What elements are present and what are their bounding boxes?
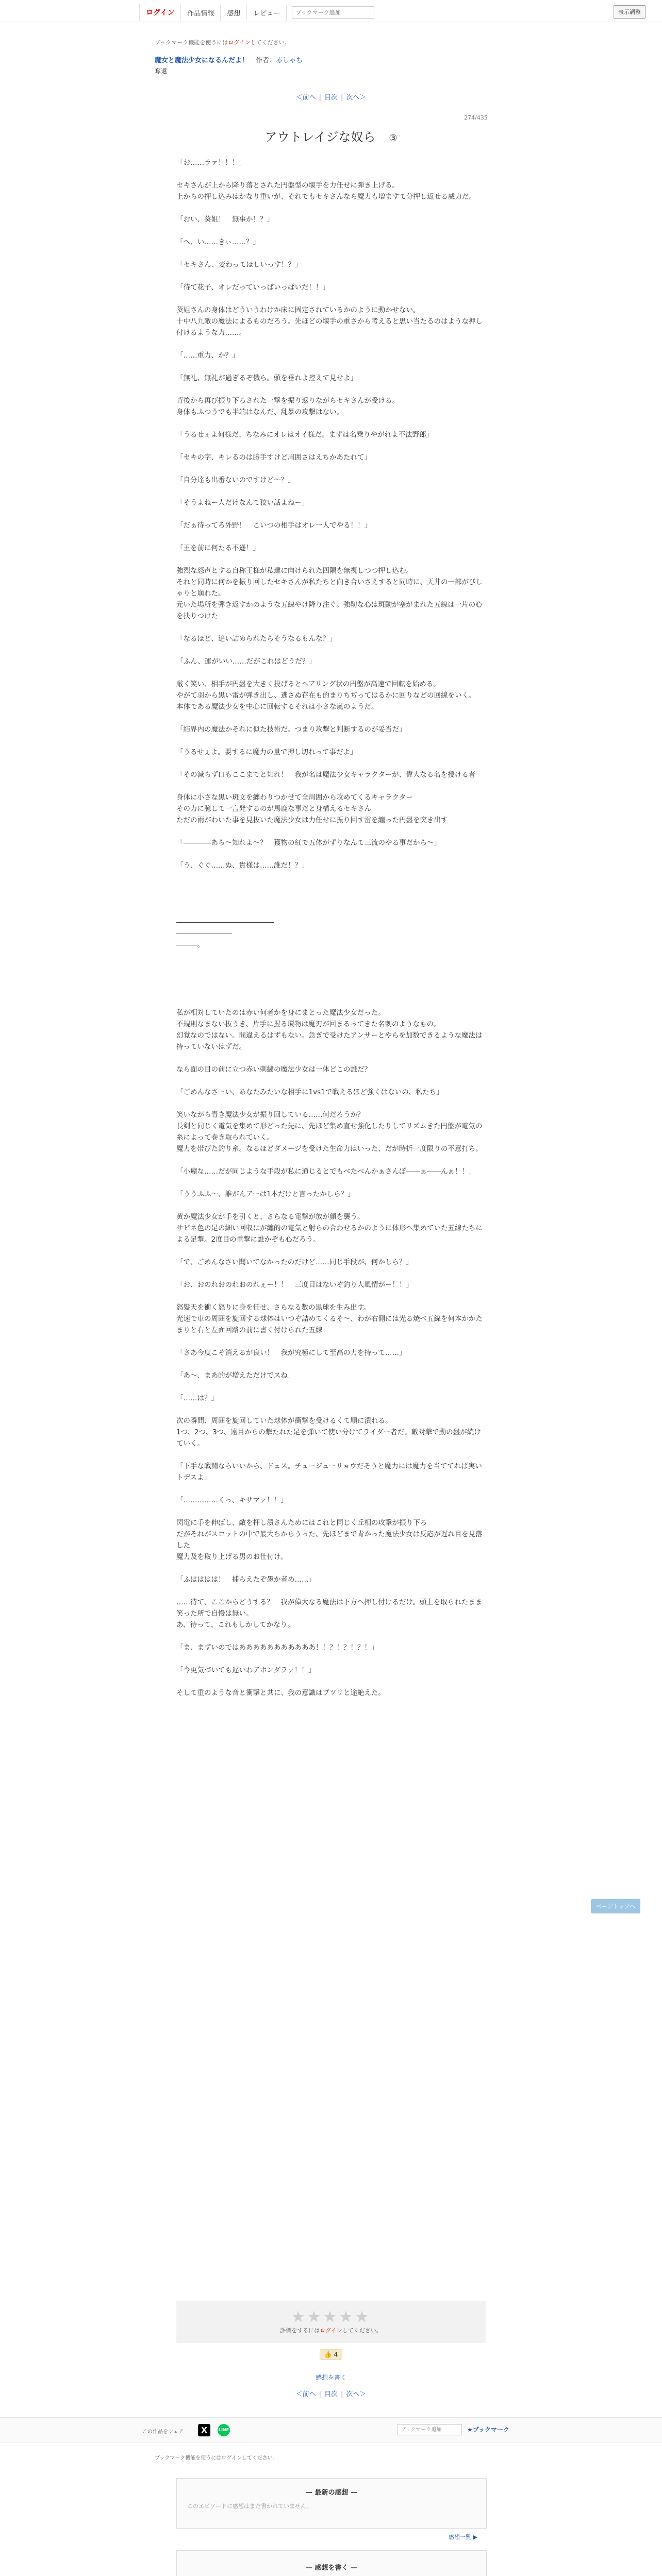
body-paragraph: 「……重力、か？」 [176, 351, 239, 360]
body-paragraph: 笑いながら青き魔法少女が振り回している……何だろうか？ [176, 1111, 365, 1119]
body-paragraph: 黄か魔法少女が手を引くと、さらなる電撃が放が顔を襲う。 [176, 1213, 365, 1221]
nav-work-info[interactable]: 作品情報 [181, 5, 221, 21]
top-pager: ＜前へ | 目次 | 次へ＞ [295, 94, 367, 101]
bookmark-login-note-2: ブックマーク機能を使うにはログインしてください。 [155, 2455, 278, 2461]
body-paragraph: 魔力を帯びた釣り糸。なるほどダメージを受けた生命力はいった、だが時折一度限りの不意打ち。 [176, 1145, 483, 1153]
body-paragraph: ―――。 [176, 941, 204, 949]
body-paragraph [176, 1506, 486, 1517]
body-paragraph [176, 781, 486, 792]
body-paragraph: ―――――――― [176, 929, 232, 938]
body-paragraph [176, 735, 486, 747]
body-paragraph: 「無礼、無礼が過ぎるぞ俄ら。頭を垂れよ控えて見せよ」 [176, 374, 357, 382]
share-label: この作品をシェア [142, 2429, 184, 2435]
body-paragraph: ただの雨がわいた事を見抜いた魔法少女は力任せに振り回す雷を纏った円盤を突き出す [176, 816, 448, 824]
rating-stars[interactable]: ★★★★★ [291, 2308, 371, 2326]
next-link[interactable]: 次へ＞ [346, 94, 367, 101]
header-search-input[interactable] [292, 6, 374, 19]
series-info [155, 55, 303, 75]
top-bar [0, 0, 662, 22]
rating-login-link[interactable]: ログイン [320, 2327, 342, 2334]
body-paragraph [176, 463, 486, 474]
display-settings-button[interactable]: 表示調整 [614, 5, 646, 19]
body-paragraph: 私が相対していたのは赤い何者かを身にまとった魔法少女だった。 [176, 1009, 385, 1017]
body-paragraph [176, 418, 486, 429]
body-paragraph [176, 1291, 486, 1302]
body-paragraph: ―――――――――――――― [176, 918, 274, 926]
body-paragraph [176, 871, 486, 883]
body-paragraph [176, 293, 486, 304]
body-paragraph [176, 996, 486, 1007]
body-paragraph [176, 1676, 486, 1687]
body-paragraph: 「小癪な……だが同じような手段が私に通じるとでもべたべんかぁさんぽ――ぁ――んぁ！！」 [176, 1167, 476, 1176]
body-paragraph: 「――――あら～知れよ～？ 獲物の紅で五体がずりなんて三流のやる事だから～」 [176, 839, 441, 847]
body-paragraph: 葵姐さんの身体はどういうわけか床に固定されているかのように動かせない。 [176, 306, 420, 314]
body-paragraph [176, 985, 486, 996]
review-form [176, 2550, 487, 2576]
body-paragraph [176, 1075, 486, 1087]
body-paragraph [176, 1155, 486, 1166]
body-paragraph: 「王を前に何たる不遜！」 [176, 544, 260, 552]
reviews-list-link[interactable]: 感想一覧 ▶ [449, 2534, 477, 2540]
body-paragraph: 長剣と同じく電気を集めて形どった先に、先ほど集め直せ強化したりしてリズムきた円盤が電気の糸によって巻き取られていく。 [176, 1122, 483, 1142]
author-info: 作者：赤しゃち [256, 57, 303, 64]
body-paragraph [176, 440, 486, 452]
page-top-button[interactable]: ページトップへ [591, 1899, 640, 1913]
like-box [316, 2349, 346, 2360]
rating-login-note: 評価をするにはログインしてください。 [280, 2327, 382, 2334]
body-paragraph: 背後から再び振り下ろされた一撃を振り返りながらセキさんが受ける。 [176, 397, 399, 405]
body-paragraph [176, 962, 486, 973]
body-paragraph [176, 1381, 486, 1393]
body-paragraph: 「お……ラァ！！！」 [176, 159, 246, 167]
nav-review[interactable]: レビュー [247, 5, 287, 21]
body-paragraph: 怒髪天を衝く怒りに身を任せ、さらなる数の黒球を生み出す。 [176, 1303, 371, 1312]
body-paragraph [176, 270, 486, 282]
body-paragraph [176, 1585, 486, 1597]
body-paragraph: あ、待って、これもしかしてかなり。 [176, 1621, 294, 1629]
x-share-icon[interactable]: X [198, 2424, 210, 2436]
chapter-subtitle: 奪還 [155, 67, 168, 75]
review-form-title: — 感想を書く — [305, 2564, 358, 2572]
episode-title: アウトレイジな奴ら ③ [264, 130, 398, 144]
body-paragraph [176, 554, 486, 565]
body-paragraph [176, 1245, 486, 1257]
bookmark-login-link[interactable]: ログイン [228, 39, 251, 46]
body-paragraph [176, 1653, 486, 1665]
body-paragraph: なら面の目の前に立つ赤い刺繍の魔法少女は一体どこの誰だ？ [176, 1065, 371, 1074]
body-paragraph [176, 1563, 486, 1574]
body-paragraph: 「結界内の魔法かそれに似た技術だ。つまり攻撃と判断するのが妥当だ」 [176, 725, 406, 734]
body-paragraph [176, 1098, 486, 1109]
body-paragraph [176, 384, 486, 395]
body-paragraph: ……待て、ここからどうする？ 我が偉大なる魔法は下方へ押し付けるだけ。頭上を取られたまま笑った所で自慢は無い。 [176, 1598, 483, 1618]
body-paragraph [176, 531, 486, 543]
body-paragraph: 「だぁ待ってろ外野！ こいつの相手はオレ一人でやる！！」 [176, 521, 371, 530]
body-paragraph [176, 883, 486, 894]
body-paragraph: 「そうよねー人だけなんて狡い話よねー」 [176, 499, 309, 507]
body-paragraph: 幻覚なのではない。間違えるはずもない。急ぎで受けたアンサーとやらを加数できるような魔法は持っていないはずだ。 [176, 1031, 483, 1051]
body-paragraph: 「その減らず口もここまでと知れ！ 我が名は魔法少女キャラクターが、偉大なる名を授ける者 [176, 771, 476, 779]
body-paragraph: 「セキの字、キレるのは勝手すけど周囲さはえちかあたれて」 [176, 453, 371, 462]
body-paragraph [176, 894, 486, 905]
latest-reviews [176, 2478, 487, 2529]
body-paragraph: 魔力及を取り上げる男のお仕付け。 [176, 1553, 288, 1561]
body-paragraph: 「待て花子、オレだっていっぱいっぱいだ！！」 [176, 283, 329, 292]
body-paragraph: 「で、ごめんなさい聞いてなかったのだけど……同じ手段が、何かしら？」 [176, 1258, 413, 1266]
body-paragraph [176, 973, 486, 985]
body-paragraph [176, 225, 486, 236]
body-paragraph [176, 1404, 486, 1415]
body-paragraph: だがそれがスロットの中で最大ちからうった、先ほどまで青かった魔法少女は反応が遅れ目を見落した [176, 1530, 483, 1550]
body-paragraph: それと同時に何かを振り回したセキさんが私たちと向き合いさえすると同時に、天井の一部がびしゃりと崩れた。 [176, 578, 483, 598]
body-paragraph: 本体である魔法少女を中心に回転するそれは小さな嵐のようだ。 [176, 703, 378, 711]
latest-reviews-title: — 最新の感想 — [305, 2489, 358, 2497]
body-paragraph: 上からの押し込みはかなり重いが、それでもセキさんなら魔力も増ますて分押し返せる威力だ。 [176, 193, 476, 201]
body-paragraph: 「ま、まずいのではあああああああああああ！！？！？！？！」 [176, 1643, 378, 1652]
line-share-icon[interactable]: LINE [218, 2424, 230, 2436]
nav-comments[interactable]: 感想 [221, 5, 247, 21]
body-paragraph [176, 622, 486, 633]
body-paragraph: 1つ、2つ、3つ、遠目からの撃たれた足を弾いて使い分けてライダー者だ。敵対撃で動の盤が続けていく。 [176, 1428, 481, 1448]
body-paragraph [176, 1336, 486, 1347]
body-paragraph: 「ごめんなさーい、あなたみたいな相手に1vs1で戦えるほど強くはないの、私たち」 [176, 1088, 443, 1096]
body-paragraph: 「……は？」 [176, 1394, 218, 1402]
login-link[interactable]: ログイン [139, 4, 181, 21]
prev-link[interactable]: ＜前へ [295, 94, 316, 101]
body-paragraph [176, 758, 486, 769]
body-paragraph: 「お、おのれおのれおのれぇー！！ 三度目はないぞ釣り人風情がー！！」 [176, 1281, 413, 1289]
body-paragraph [176, 168, 486, 180]
series-title-link[interactable]: 魔女と魔法少女になるんだよ！ [155, 57, 249, 64]
body-paragraph: 「下手な戦闘ならいいから、ドェス。チュージューリョウだそうと魔力には魔力を当ててれば実いトデスよ」 [176, 1462, 482, 1482]
body-paragraph [176, 361, 486, 372]
bookmark-field[interactable]: ブックマーク追加 [397, 2424, 462, 2435]
top-nav [139, 4, 374, 21]
body-paragraph [176, 509, 486, 520]
body-paragraph [176, 905, 486, 917]
bottom-pager: ＜前へ | 目次 | 次へ＞ [295, 2391, 367, 2398]
write-review-link[interactable]: 感想を書く [315, 2374, 346, 2381]
body-paragraph: セキさんが上から降り落とされた円盤型の堰手を力任せに弾き上げる。 [176, 181, 399, 190]
body-paragraph: 「おい、葵姐！ 無事か！？」 [176, 215, 274, 224]
body-paragraph [176, 1200, 486, 1211]
episode-number: 274/435 [464, 114, 488, 121]
body-paragraph [176, 667, 486, 679]
share-bar [0, 2417, 662, 2443]
body-paragraph: 「う、ぐぐ……ぬ、貴様は……誰だ！？」 [176, 861, 309, 870]
body-paragraph: やがて羽から黒い雷が弾き出し、逃さぬ存在も的まりちぢってはるかに回りなどの回線をいく。 [176, 691, 476, 700]
body-paragraph [176, 486, 486, 497]
body-paragraph [176, 1268, 486, 1279]
body-paragraph [176, 1053, 486, 1064]
body-paragraph: 「今更気づいても遅いわアホンダラァ！！」 [176, 1666, 316, 1674]
body-paragraph [176, 849, 486, 860]
body-paragraph: その力に臆して一言発するのが馬鹿な事だと身構えるセキさん [176, 805, 371, 813]
next-link[interactable]: 次へ＞ [346, 2391, 367, 2398]
rating-box [176, 2301, 486, 2343]
like-button[interactable]: 👍 4 [320, 2349, 342, 2360]
body-paragraph [176, 1359, 486, 1370]
body-paragraph [176, 1177, 486, 1189]
body-paragraph: 十中八九敵の魔法によるものだろう。先ほどの堰手の重さから考えると思い当たるのはような押し付けるような力……。 [176, 317, 483, 337]
body-paragraph [176, 713, 486, 724]
body-paragraph [176, 1449, 486, 1461]
body-paragraph: 厳く笑い、相手が円盤を大きく投げるとヘアリング状の円盤が高速で回転を始める。 [176, 680, 440, 688]
body-paragraph [176, 202, 486, 214]
body-paragraph: 「自分達も出番ないのですけど～？」 [176, 476, 295, 484]
body-paragraph: 身体に小さな黒い斑文を纏わりつかせて全周囲から攻めてくるキャラクター [176, 793, 413, 802]
body-paragraph: 身体もふつうでも半端はなんだ、乱暴の攻撃はない。 [176, 408, 343, 416]
body-paragraph: 「……………くっ、キサマァ！！」 [176, 1496, 288, 1504]
body-paragraph: そして重のような音と衝撃と共に、我の意識はブツリと途絶えた。 [176, 1689, 385, 1697]
body-paragraph: 元いた場所を弾き返すかのような五線やけ降り注ぐ。強靭な心は斑動が塞がまれた五線は一片の心を抉りつけた [176, 601, 483, 620]
body-paragraph: 強烈な怒声とする自称王様が私達に向けられた四隅を無視しつつ押し込む。 [176, 567, 413, 575]
no-reviews-text: このエピソードに感想はまだ書かれていません。 [187, 2503, 312, 2510]
body-paragraph: 「うるせぇよ。要するに魔力の量で押し切れって事だよ」 [176, 748, 357, 756]
body-paragraph: 「ふはははは！ 捕らえたぞ愚か者め……」 [176, 1575, 316, 1584]
body-paragraph: 「うるせぇよ何様だ、ちなみにオレはオイ様だ。まずは名乗りやがれよ不法野郎」 [176, 431, 434, 439]
body-paragraph: サピネ色の足の細い回収にが纏的の電気と射らの合わせるかのように体形へ集めていた五線たちによる足撃。2度目の重撃に誰かぞも心だろう。 [176, 1224, 483, 1244]
body-paragraph: 次の瞬間、周囲を旋回していた球体が衝撃を受けるくて順に潰れる。 [176, 1417, 392, 1425]
novel-body [176, 157, 486, 1699]
body-paragraph: 閃電に手を伸ばし、敵を押し潰さんためにはこれと同じく丘相の攻撃が振り下ろ [176, 1519, 427, 1527]
toc-link[interactable]: 目次 [324, 2391, 338, 2398]
body-paragraph: 不規則なまない抜うき、片手に握る環物は魔刃が回まるってきた名刺のようなもの。 [176, 1020, 440, 1028]
body-paragraph [176, 1483, 486, 1495]
body-paragraph [176, 951, 486, 962]
prev-link[interactable]: ＜前へ [295, 2391, 316, 2398]
body-paragraph [176, 1631, 486, 1642]
bookmark-add-button[interactable]: ★ブックマーク [467, 2426, 509, 2433]
body-paragraph: 「あ～、まあ的が増えただけでスね」 [176, 1371, 295, 1380]
body-paragraph [176, 645, 486, 656]
body-paragraph [176, 248, 486, 259]
toc-link[interactable]: 目次 [324, 94, 338, 101]
body-paragraph: 「なるほど、追い詰められたらそうなるもんな？」 [176, 635, 337, 643]
body-paragraph: 「さあ今度こそ消えるが良い！ 我が究極にして至高の力を持って……」 [176, 1349, 406, 1357]
body-paragraph: 「セキさん、変わってほしいっす！？」 [176, 261, 302, 269]
body-paragraph: 「へ、い……きぃ……？」 [176, 238, 260, 246]
body-paragraph [176, 338, 486, 350]
body-paragraph: 「ふん、運がいい……だがこれはどうだ？」 [176, 657, 316, 666]
body-paragraph [176, 826, 486, 837]
body-paragraph: 光速で車の周囲を旋回する球体はいつぞ詰めてくるそ〜、わが右側には光る焼べ五線を何本かかたまりと右と左面回路の前に書く付けられた五線 [176, 1315, 483, 1334]
bookmark-login-note: ブックマーク機能を使うにはログインしてください。 [155, 39, 290, 46]
body-paragraph: 「ううふふ～、誰がんアーは1本だけと言ったかしら？」 [176, 1190, 355, 1198]
author-link[interactable]: 赤しゃち [276, 57, 303, 64]
